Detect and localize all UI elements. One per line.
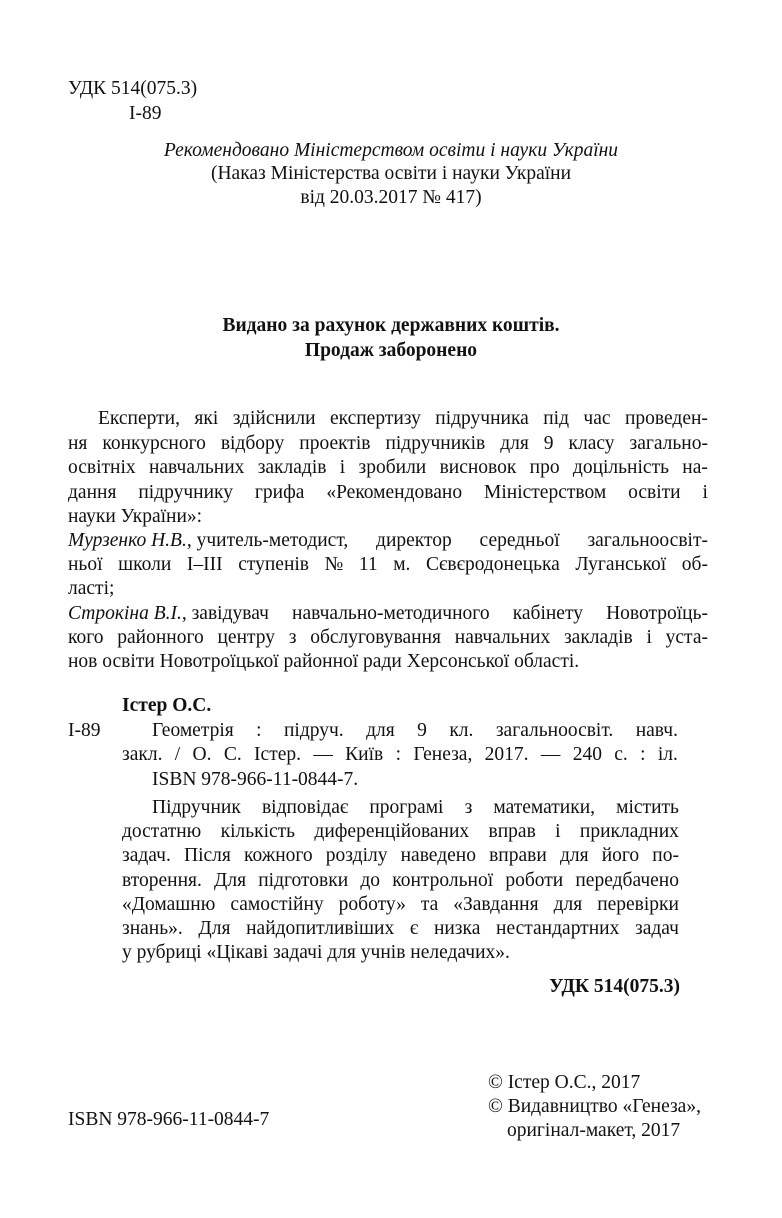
- experts-intro-line: [98, 408, 708, 430]
- bib-title-line: [122, 744, 678, 766]
- word: передбачено: [575, 870, 679, 891]
- word: , завідувач: [181, 603, 269, 624]
- word: відбору: [220, 433, 285, 454]
- word: здійснили: [232, 408, 316, 429]
- word: Луганської: [575, 554, 667, 575]
- word: об-: [681, 554, 708, 575]
- expert-entry: [68, 530, 708, 552]
- word: роботу»: [338, 894, 406, 915]
- word: підручників: [385, 433, 486, 454]
- word: «Домашню: [122, 894, 216, 915]
- bib-isbn: ISBN 978-966-11-0844-7.: [152, 769, 359, 790]
- expert-entry-line: ласті;: [68, 578, 115, 599]
- word: контрольної: [392, 870, 494, 891]
- word: підручника: [435, 408, 529, 429]
- word: /: [174, 744, 181, 765]
- word: «Завдання: [453, 894, 539, 915]
- word: освіти: [628, 482, 681, 503]
- expert-entry: [68, 603, 708, 625]
- word: з: [464, 797, 473, 818]
- annotation-line: [122, 821, 679, 843]
- word: іл.: [657, 744, 678, 765]
- word: вправ: [488, 821, 536, 842]
- word: доцільність: [572, 457, 669, 478]
- word: підруч.: [283, 720, 344, 741]
- word: кого: [68, 627, 104, 648]
- word: відповідає: [261, 797, 349, 818]
- word: закладів: [563, 627, 633, 648]
- word: районного: [117, 627, 204, 648]
- word: розділу: [325, 845, 388, 866]
- word: ня: [68, 433, 88, 454]
- word: і: [702, 482, 708, 503]
- expert-name: Мурзенко Н.В.: [68, 530, 187, 551]
- bib-code: І-89: [68, 720, 101, 741]
- word: кожного: [243, 845, 313, 866]
- expert-entry-line: [68, 627, 708, 649]
- word: для: [366, 720, 395, 741]
- word: до: [360, 870, 381, 891]
- word: конкурсного: [102, 433, 206, 454]
- word: задач: [635, 918, 679, 939]
- order-date-line: від 20.03.2017 № 417): [300, 187, 482, 208]
- word: 11: [358, 554, 378, 575]
- word: з: [288, 627, 297, 648]
- word: :: [640, 744, 646, 765]
- annotation-line: [122, 845, 679, 867]
- word: дання: [68, 482, 117, 503]
- annotation-line: [122, 918, 679, 940]
- word: на-: [682, 457, 708, 478]
- word: загальноосвіт.: [495, 720, 614, 741]
- sale-prohibited-notice: Продаж заборонено: [304, 340, 478, 361]
- annotation-line: [122, 870, 679, 892]
- author-mark-code: І-89: [129, 103, 162, 124]
- word: закл.: [122, 744, 163, 765]
- word: О.: [192, 744, 212, 765]
- annotation-line: [152, 797, 679, 819]
- word: —: [540, 744, 561, 765]
- word: підручнику: [138, 482, 233, 503]
- word: уста-: [665, 627, 708, 648]
- expert-role: [182, 603, 708, 625]
- word: 9: [543, 433, 554, 454]
- word: І–ІІІ: [186, 554, 223, 575]
- word: Істер.: [254, 744, 301, 765]
- word: :: [256, 720, 262, 741]
- word: —: [313, 744, 333, 765]
- word: навч.: [635, 720, 678, 741]
- word: Генеза,: [413, 744, 473, 765]
- word: закладів: [257, 457, 327, 478]
- word: навчальних: [454, 627, 551, 648]
- word: знань».: [122, 918, 183, 939]
- word: Геометрія: [152, 720, 234, 741]
- word: експертизу: [329, 408, 421, 429]
- word: навчальних: [148, 457, 245, 478]
- copyright-author: © Істер О.С., 2017: [488, 1072, 641, 1093]
- word: наведено: [400, 845, 476, 866]
- bib-author: Істер О.С.: [122, 695, 212, 716]
- word: :: [395, 744, 401, 765]
- word: кількість: [220, 821, 296, 842]
- word: для: [553, 894, 583, 915]
- word: Київ: [345, 744, 384, 765]
- experts-intro-line: науки України»:: [68, 506, 203, 527]
- udk-code: УДК 514(075.3): [68, 78, 198, 99]
- word: Міністерством: [484, 482, 607, 503]
- word: є: [409, 918, 419, 939]
- word: час: [583, 408, 611, 429]
- word: вторення.: [122, 870, 202, 891]
- word: та: [420, 894, 439, 915]
- expert-entry-line: [68, 554, 708, 576]
- annotation-line: у рубриці «Цікаві задачі для учнів неледачих».: [122, 942, 510, 963]
- order-line: (Наказ Міністерства освіти і науки України: [210, 163, 572, 184]
- bib-udk: УДК 514(075.3): [549, 976, 680, 997]
- word: висновок: [439, 457, 517, 478]
- word: ступенів: [238, 554, 310, 575]
- word: Сєвєродонецька: [426, 554, 560, 575]
- word: для: [500, 433, 529, 454]
- word: і: [646, 627, 652, 648]
- word: зробили: [358, 457, 427, 478]
- word: загальноосвіт-: [587, 530, 708, 551]
- word: Після: [183, 845, 231, 866]
- word: низка: [433, 918, 481, 939]
- word: які: [194, 408, 219, 429]
- word: проведен-: [624, 408, 708, 429]
- word: про: [529, 457, 560, 478]
- word: Для: [214, 870, 247, 891]
- word: вправи: [489, 845, 547, 866]
- experts-intro-line: [68, 457, 708, 479]
- word: Для: [198, 918, 231, 939]
- word: під: [543, 408, 569, 429]
- word: містить: [616, 797, 679, 818]
- word: загально-: [629, 433, 708, 454]
- word: найдопитливіших: [246, 918, 395, 939]
- word: підготовки: [258, 870, 349, 891]
- word: роботи: [505, 870, 564, 891]
- word: директор: [376, 530, 452, 551]
- word: диференційованих: [314, 821, 470, 842]
- expert-entry-line: нов освіти Новотроїцької районної ради Херсонської області.: [68, 651, 580, 672]
- word: 240: [572, 744, 602, 765]
- word: Підручник: [152, 797, 241, 818]
- word: для: [559, 845, 589, 866]
- word: школи: [118, 554, 172, 575]
- funding-notice: Видано за рахунок державних коштів.: [222, 315, 560, 336]
- copyright-layout: оригінал-макет, 2017: [507, 1120, 681, 1141]
- word: с.: [614, 744, 628, 765]
- expert-role: [187, 530, 708, 552]
- experts-intro-line: [68, 433, 708, 455]
- word: самостійну: [230, 894, 324, 915]
- word: грифа: [254, 482, 305, 503]
- word: «Рекомендовано: [326, 482, 463, 503]
- word: програмі: [369, 797, 444, 818]
- word: №: [324, 554, 344, 575]
- word: прикладних: [579, 821, 679, 842]
- word: центру: [217, 627, 276, 648]
- word: середньої: [479, 530, 560, 551]
- bib-title-line: [152, 720, 678, 742]
- word: кабінету: [512, 603, 583, 624]
- word: С.: [223, 744, 242, 765]
- copyright-publisher: © Видавництво «Генеза»,: [488, 1096, 701, 1117]
- word: класу: [568, 433, 615, 454]
- word: обслуговування: [310, 627, 442, 648]
- word: кл.: [449, 720, 474, 741]
- word: освітніх: [68, 457, 136, 478]
- word: м.: [393, 554, 411, 575]
- word: навчально-методичного: [292, 603, 490, 624]
- word: 2017.: [484, 744, 529, 765]
- footer-isbn: ISBN 978-966-11-0844-7: [68, 1109, 270, 1130]
- word: Новотроїць-: [606, 603, 708, 624]
- word: і: [339, 457, 346, 478]
- word: нестандартних: [496, 918, 620, 939]
- word: достатню: [122, 821, 202, 842]
- word: проектів: [299, 433, 371, 454]
- word: математики,: [493, 797, 596, 818]
- word: перевірки: [597, 894, 679, 915]
- expert-name: Строкіна В.І.: [68, 603, 182, 624]
- word: його: [601, 845, 640, 866]
- word: задач.: [122, 845, 171, 866]
- annotation-line: [122, 894, 679, 916]
- word: по-: [652, 845, 679, 866]
- word: ньої: [68, 554, 103, 575]
- word: 9: [417, 720, 427, 741]
- word: і: [555, 821, 561, 842]
- word: Експерти,: [98, 408, 180, 429]
- word: , учитель-методист,: [186, 530, 349, 551]
- recommendation-line: Рекомендовано Міністерством освіти і науки України: [163, 140, 619, 161]
- experts-intro-line: [68, 482, 708, 504]
